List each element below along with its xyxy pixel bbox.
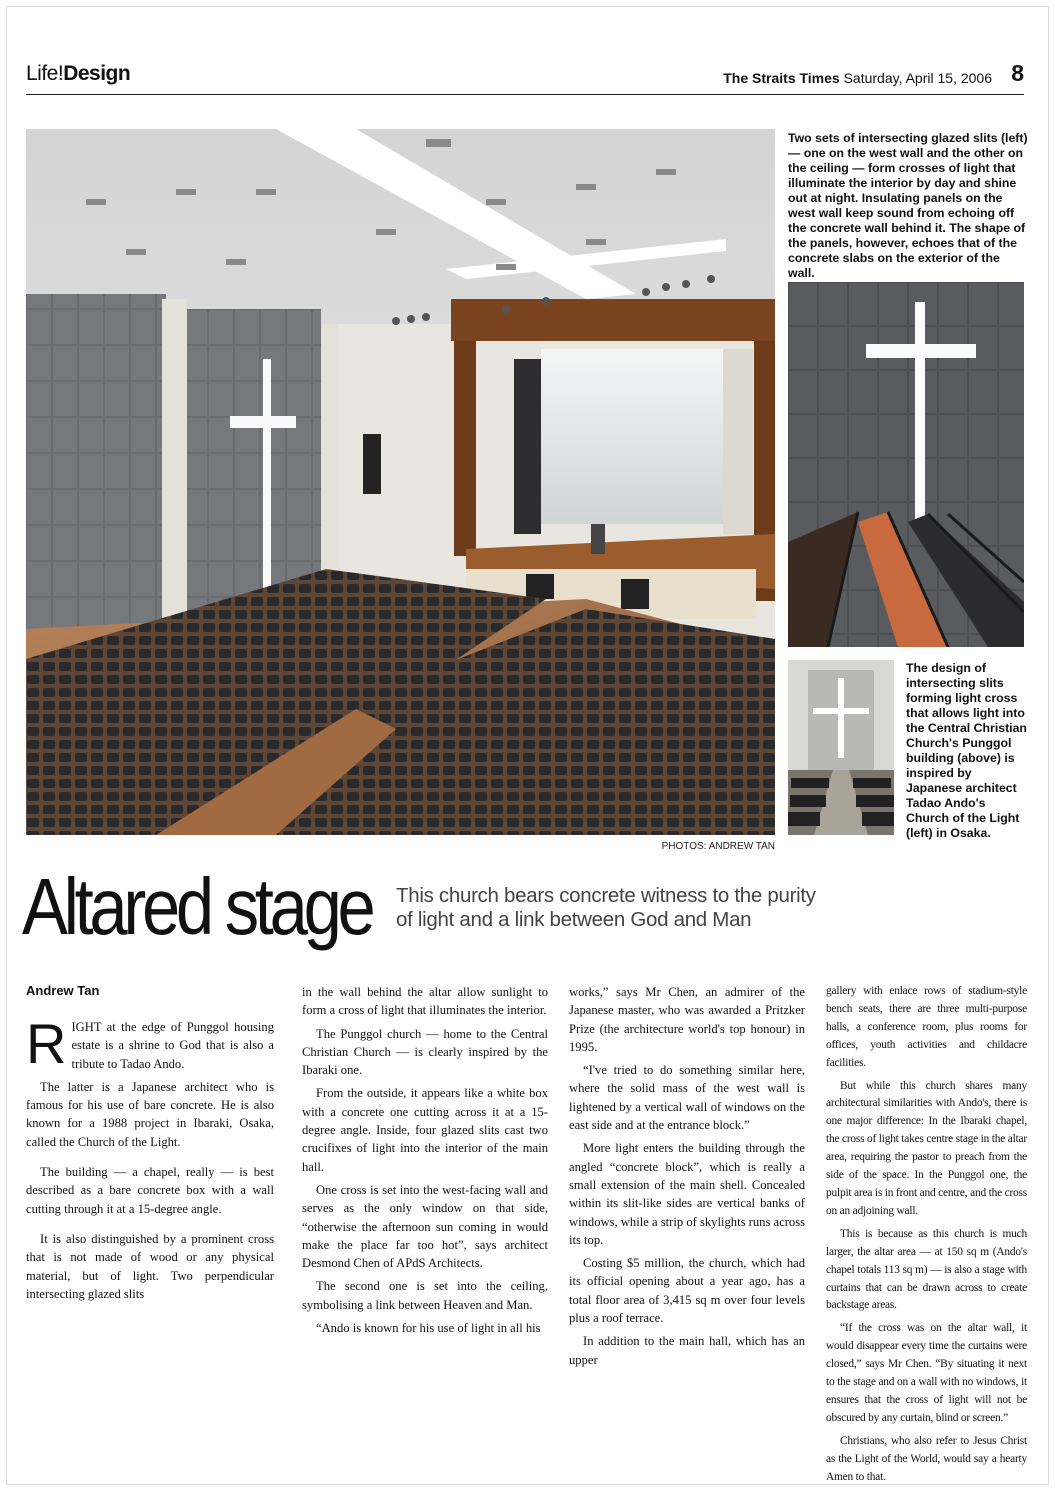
paragraph: The second one is set into the ceiling, symbolising a link between Heaven and Man. [302,1279,548,1312]
byline: Andrew Tan [26,983,100,998]
paragraph: But while this church shares many architectural similarities with Ando's, there is one major difference: In the Ibaraki chapel, the cross of light takes centre stage in the altar area, requiring the pastor to preach from the side of the space. In the Punggol one, the pulpit area is in front and centre, and the cross on an adjoining wall. [826,1079,1027,1217]
paragraph: in the wall behind the altar allow sunlight to form a cross of light that illuminates the interior. [302,985,548,1018]
headline: Altared stage [22,862,372,951]
paragraph: works,” says Mr Chen, an admirer of the Japanese master, who was awarded a Pritzker Prize (the architecture world's top honour) in 1995. [569,985,805,1054]
paragraph: “Ando is known for his use of light in all his [316,1321,541,1336]
masthead [723,70,992,86]
paragraph: It is also distinguished by a prominent cross that is not made of wood or any physical material, but of light. Two perpendicular intersecting glazed slits [26,1231,274,1301]
paragraph: The Punggol church — home to the Central Christian Church — is clearly inspired by the Ibaraki one. [302,1026,548,1078]
drop-cap: R [26,1012,67,1075]
paragraph: “If the cross was on the altar wall, it would disappear every time the curtains were closed,” says Mr Chen. “By situating it next to the stage and on a wall with no windows, it ensures that the cross of light will not be obscured by any curtain, blind or screen.” [826,1322,1027,1424]
caption-small-photo: The design of intersecting slits forming light cross that allows light into the Central Christian Church's Punggol building (above) is inspired by Japanese architect Tadao Ando's Church of the Light (left) in Osaka. [906,661,1027,840]
article-column-3 [569,983,805,1374]
deck: This church bears concrete witness to the purity of light and a link between God and Man [396,884,816,931]
section-title: Design [63,62,131,85]
photo-credit: PHOTOS: ANDREW TAN [661,841,775,852]
paper-name: The Straits Times [723,70,840,86]
issue-date: Saturday, April 15, 2006 [843,70,992,86]
cross-closeup-photo [788,282,1024,647]
article-column-4 [826,983,1027,1491]
paragraph: More light enters the building through the angled “concrete block”, which is really a small extension of the main shell. Concealed within its slit-like sides are vertical banks of windows, while a strip of skylights runs across its top. [569,1141,805,1247]
article-column-1 [26,1012,274,1308]
paragraph: RIGHT at the edge of Punggol housing estate is a shrine to God that is also a tribute to Tadao Ando. [26,1012,274,1075]
paragraph: The latter is a Japanese architect who is famous for his use of bare concrete. He is also known for a 1988 project in Ibaraki, Osaka, called the Church of the Light. [26,1079,274,1149]
article-column-2 [302,983,548,1342]
paragraph: “I've tried to do something similar here, where the solid mass of the west wall is lightened by a vertical wall of windows on the east side and at the entrance block.” [569,1063,805,1133]
church-of-light-photo [788,660,894,835]
paragraph: One cross is set into the west-facing wall and serves as the only window on that side, “otherwise the afternoon sun coming in would make the place far too hot”, says architect Desmond Chen of APdS Architects. [302,1182,548,1271]
main-hall-photo [26,129,775,835]
page-number: 8 [1011,60,1024,86]
caption-top-right: Two sets of intersecting glazed slits (left) — one on the west wall and the other on the ceiling — form crosses of light that illuminate the interior by day and shine out at night. Insulating panels on the west wall keep sound from echoing off the concrete wall behind it. The shape of the panels, however, echoes that of the concrete slabs on the exterior of the wall. [788,131,1028,280]
section-name [26,62,130,86]
paragraph: gallery with enlace rows of stadium-style bench seats, there are three multi-purpose halls, a conference room, plus rooms for offices, youth activities and childacre facilities. [826,985,1027,1069]
paragraph: This is because as this church is much larger, the altar area — at 150 sq m (Ando's chapel totals 113 sq m) — is also a stage with curtains that can be drawn across to create backstage areas. [826,1227,1027,1312]
paragraph: In addition to the main hall, which has an upper [569,1334,805,1367]
paragraph: The building — a chapel, really — is best described as a bare concrete box with a wall cutting through it at a 15-degree angle. [26,1165,274,1216]
paragraph: From the outside, it appears like a white box with a concrete one cutting across it at a 15-degree angle. Inside, four glazed slits cast two crucifixes of light into the interior of the main hall. [302,1086,548,1174]
paragraph: Costing $5 million, the church, which had its official opening about a year ago, has a total floor area of 3,415 sq m over four levels plus a roof terrace. [569,1256,805,1326]
section-prefix: Life! [26,62,64,85]
paragraph: Christians, who also refer to Jesus Christ as the Light of the World, would say a hearty Amen to that. [826,1434,1027,1483]
page-header [26,60,1024,95]
